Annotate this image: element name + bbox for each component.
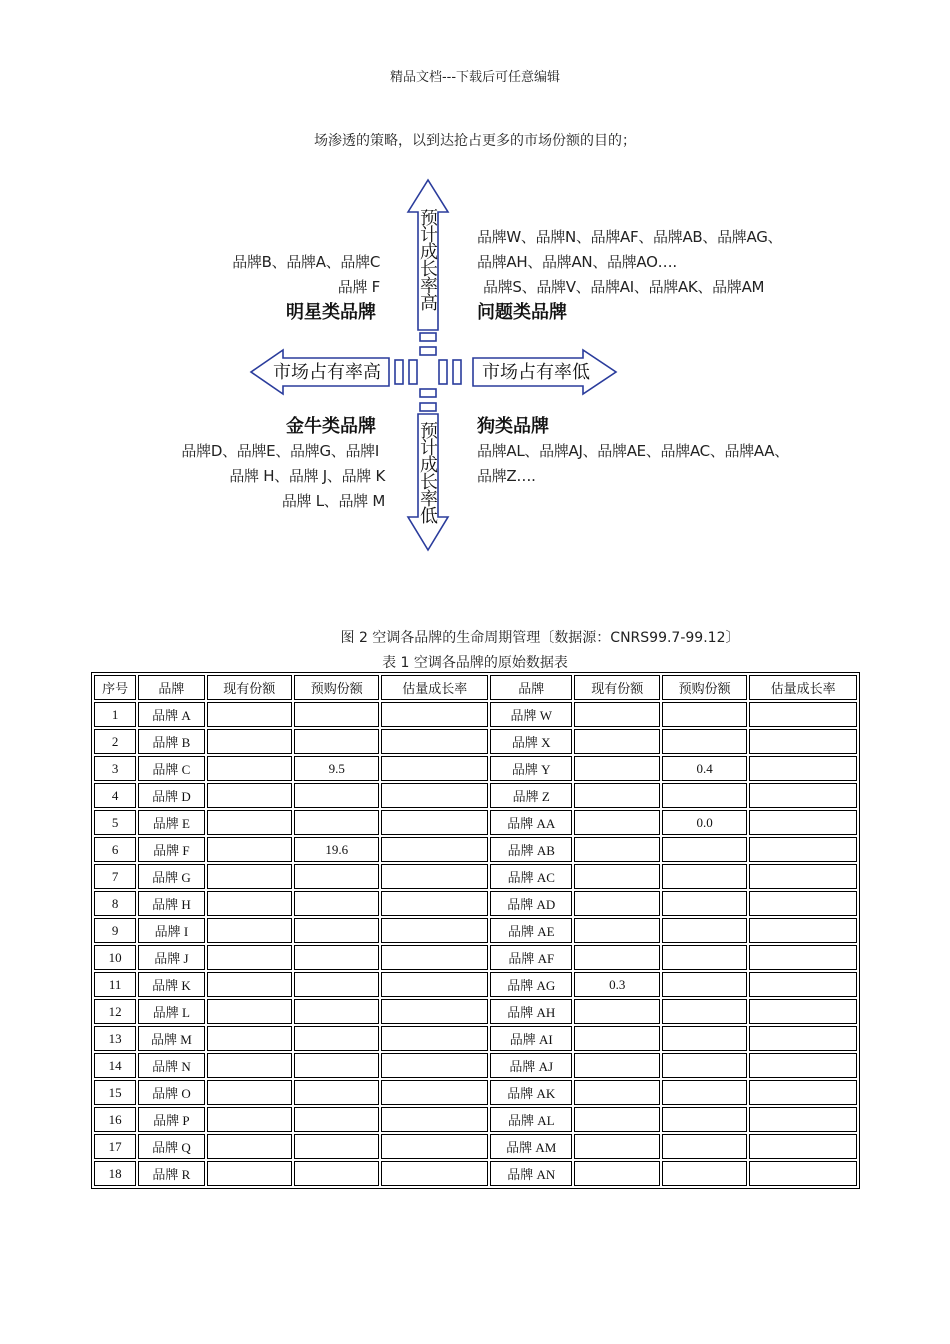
table-cell bbox=[749, 729, 857, 754]
table-cell: 品牌 J bbox=[138, 945, 204, 970]
table-cell: 品牌 Z bbox=[490, 783, 572, 808]
table-cell: 品牌 P bbox=[138, 1107, 204, 1132]
table-cell bbox=[381, 945, 488, 970]
table-cell bbox=[381, 1134, 488, 1159]
table-cell bbox=[381, 1107, 488, 1132]
star-quadrant-title: 明星类品牌 bbox=[286, 302, 376, 323]
table-cell: 品牌 K bbox=[138, 972, 204, 997]
table-cell bbox=[574, 1107, 659, 1132]
table-cell bbox=[381, 810, 488, 835]
table-cell: 16 bbox=[94, 1107, 136, 1132]
col-header: 估量成长率 bbox=[381, 675, 488, 700]
table-cell bbox=[749, 1161, 857, 1186]
table-cell bbox=[662, 918, 747, 943]
table-cell bbox=[574, 945, 659, 970]
table-cell bbox=[207, 783, 292, 808]
table-cell: 品牌 W bbox=[490, 702, 572, 727]
table-row bbox=[94, 702, 857, 727]
table-cell: 15 bbox=[94, 1080, 136, 1105]
table-cell bbox=[294, 1053, 379, 1078]
table-row bbox=[94, 1053, 857, 1078]
table-cell bbox=[207, 1053, 292, 1078]
cow-brands-line-3: 品牌 L、品牌 M bbox=[281, 492, 385, 510]
table-cell bbox=[294, 1134, 379, 1159]
table-cell bbox=[294, 918, 379, 943]
table-cell: 品牌 B bbox=[138, 729, 204, 754]
table-row bbox=[94, 837, 857, 862]
table-cell: 品牌 AN bbox=[490, 1161, 572, 1186]
table-cell bbox=[207, 1161, 292, 1186]
table-cell bbox=[574, 918, 659, 943]
table-row bbox=[94, 783, 857, 808]
table-cell bbox=[207, 972, 292, 997]
table-cell bbox=[294, 972, 379, 997]
table-row bbox=[94, 810, 857, 835]
table-cell bbox=[294, 783, 379, 808]
table-cell: 0.0 bbox=[662, 810, 747, 835]
table-cell bbox=[294, 891, 379, 916]
table-cell bbox=[574, 864, 659, 889]
growth-low-label: 预 计 成 长 率 低 bbox=[420, 421, 438, 527]
table-cell bbox=[207, 1026, 292, 1051]
table-cell bbox=[207, 918, 292, 943]
table-cell bbox=[574, 1161, 659, 1186]
question-quadrant-title: 问题类品牌 bbox=[477, 302, 567, 323]
table-cell: 品牌 AH bbox=[490, 999, 572, 1024]
table-cell bbox=[662, 837, 747, 862]
col-header: 现有份额 bbox=[574, 675, 659, 700]
table-cell: 品牌 I bbox=[138, 918, 204, 943]
col-header: 品牌 bbox=[490, 675, 572, 700]
question-brands-line-2: 品牌AH、品牌AN、品牌AO…. bbox=[477, 253, 677, 271]
table-cell bbox=[574, 1134, 659, 1159]
star-brands-line-1: 品牌B、品牌A、品牌C bbox=[232, 253, 380, 271]
table-cell bbox=[574, 1080, 659, 1105]
table-cell bbox=[381, 729, 488, 754]
table-row bbox=[94, 756, 857, 781]
table-cell bbox=[381, 972, 488, 997]
growth-high-label: 预 计 成 长 率 高 bbox=[420, 208, 438, 314]
table-cell bbox=[294, 1080, 379, 1105]
table-row bbox=[94, 999, 857, 1024]
table-cell: 品牌 X bbox=[490, 729, 572, 754]
dog-quadrant-title: 狗类品牌 bbox=[477, 416, 549, 437]
table-cell: 17 bbox=[94, 1134, 136, 1159]
col-header: 估量成长率 bbox=[749, 675, 857, 700]
page-header: 精品文档---下载后可任意编辑 bbox=[389, 70, 561, 85]
question-brands-line-3: 品牌S、品牌V、品牌AI、品牌AK、品牌AM bbox=[483, 278, 765, 296]
star-brands-line-2: 品牌 F bbox=[337, 278, 380, 296]
table-cell bbox=[749, 1053, 857, 1078]
table-cell: 14 bbox=[94, 1053, 136, 1078]
table-cell bbox=[749, 918, 857, 943]
table-cell bbox=[662, 1107, 747, 1132]
table-cell: 品牌 F bbox=[138, 837, 204, 862]
table-cell: 4 bbox=[94, 783, 136, 808]
table-cell: 12 bbox=[94, 999, 136, 1024]
table-header-row bbox=[94, 675, 857, 700]
table-cell bbox=[207, 864, 292, 889]
table-cell: 品牌 G bbox=[138, 864, 204, 889]
table-cell bbox=[381, 918, 488, 943]
table-cell: 品牌 R bbox=[138, 1161, 204, 1186]
table-cell bbox=[662, 1053, 747, 1078]
table-row bbox=[94, 1134, 857, 1159]
cow-quadrant-title: 金牛类品牌 bbox=[286, 416, 376, 437]
table-cell: 品牌 AJ bbox=[490, 1053, 572, 1078]
table-cell bbox=[574, 891, 659, 916]
bcg-matrix-figure bbox=[143, 172, 838, 572]
cow-brands-line-2: 品牌 H、品牌 J、品牌 K bbox=[229, 467, 385, 485]
table-cell bbox=[381, 864, 488, 889]
table-cell bbox=[207, 891, 292, 916]
table-cell bbox=[207, 702, 292, 727]
table-row bbox=[94, 918, 857, 943]
question-brands-line-1: 品牌W、品牌N、品牌AF、品牌AB、品牌AG、 bbox=[477, 228, 783, 246]
table-cell: 5 bbox=[94, 810, 136, 835]
table-row bbox=[94, 1107, 857, 1132]
table-cell: 品牌 L bbox=[138, 999, 204, 1024]
table-cell: 0.4 bbox=[662, 756, 747, 781]
table-cell bbox=[207, 1080, 292, 1105]
table-row bbox=[94, 945, 857, 970]
table-cell bbox=[294, 864, 379, 889]
table-cell bbox=[381, 891, 488, 916]
table-cell bbox=[574, 810, 659, 835]
table-cell bbox=[207, 999, 292, 1024]
table-cell bbox=[749, 1080, 857, 1105]
table-cell bbox=[381, 1026, 488, 1051]
table-cell bbox=[662, 783, 747, 808]
table-cell bbox=[294, 702, 379, 727]
table-cell: 8 bbox=[94, 891, 136, 916]
table-cell bbox=[662, 1161, 747, 1186]
share-high-label: 市场占有率高 bbox=[273, 362, 381, 383]
table-cell bbox=[749, 999, 857, 1024]
table-cell bbox=[381, 999, 488, 1024]
dog-brands-line-2: 品牌Z…. bbox=[477, 467, 536, 485]
table-cell bbox=[294, 1161, 379, 1186]
table-cell: 品牌 H bbox=[138, 891, 204, 916]
table-cell bbox=[207, 1107, 292, 1132]
table-cell bbox=[749, 1134, 857, 1159]
table-cell: 3 bbox=[94, 756, 136, 781]
table-cell: 品牌 O bbox=[138, 1080, 204, 1105]
table-cell bbox=[381, 783, 488, 808]
col-header: 预购份额 bbox=[294, 675, 379, 700]
table-cell bbox=[749, 972, 857, 997]
table-cell: 19.6 bbox=[294, 837, 379, 862]
table-cell bbox=[749, 783, 857, 808]
table-row bbox=[94, 729, 857, 754]
table-cell bbox=[207, 810, 292, 835]
table-cell: 品牌 M bbox=[138, 1026, 204, 1051]
table-cell: 2 bbox=[94, 729, 136, 754]
table-cell bbox=[749, 837, 857, 862]
table-row bbox=[94, 864, 857, 889]
table-cell bbox=[574, 1053, 659, 1078]
table-cell bbox=[381, 1053, 488, 1078]
table-cell: 7 bbox=[94, 864, 136, 889]
table-cell bbox=[662, 1134, 747, 1159]
table-cell bbox=[294, 810, 379, 835]
table-cell: 品牌 Y bbox=[490, 756, 572, 781]
table-cell: 10 bbox=[94, 945, 136, 970]
table-cell: 11 bbox=[94, 972, 136, 997]
table-cell bbox=[662, 891, 747, 916]
table-cell: 1 bbox=[94, 702, 136, 727]
table-cell bbox=[381, 837, 488, 862]
table-cell bbox=[294, 729, 379, 754]
table-body bbox=[94, 702, 857, 1186]
table-cell bbox=[574, 1026, 659, 1051]
dog-brands-line-1: 品牌AL、品牌AJ、品牌AE、品牌AC、品牌AA、 bbox=[477, 442, 789, 460]
table-cell bbox=[749, 891, 857, 916]
table-cell: 品牌 AF bbox=[490, 945, 572, 970]
table-cell bbox=[574, 756, 659, 781]
table-cell: 品牌 AA bbox=[490, 810, 572, 835]
share-low-label: 市场占有率低 bbox=[482, 362, 590, 383]
table-cell bbox=[381, 1161, 488, 1186]
table-cell: 品牌 AG bbox=[490, 972, 572, 997]
table-cell: 品牌 AM bbox=[490, 1134, 572, 1159]
table-cell bbox=[749, 810, 857, 835]
table-cell: 品牌 N bbox=[138, 1053, 204, 1078]
table-cell bbox=[574, 729, 659, 754]
table-cell bbox=[207, 945, 292, 970]
table-cell: 18 bbox=[94, 1161, 136, 1186]
table-cell: 品牌 AC bbox=[490, 864, 572, 889]
table-caption: 表 1 空调各品牌的原始数据表 bbox=[382, 655, 568, 671]
table-cell: 品牌 AI bbox=[490, 1026, 572, 1051]
col-header: 品牌 bbox=[138, 675, 204, 700]
table-cell: 品牌 D bbox=[138, 783, 204, 808]
table-cell: 品牌 AL bbox=[490, 1107, 572, 1132]
table-cell bbox=[294, 1107, 379, 1132]
table-cell bbox=[294, 945, 379, 970]
table-cell: 13 bbox=[94, 1026, 136, 1051]
table-cell bbox=[749, 945, 857, 970]
table-cell bbox=[662, 702, 747, 727]
table-cell bbox=[574, 783, 659, 808]
col-header: 序号 bbox=[94, 675, 136, 700]
table-cell bbox=[207, 729, 292, 754]
table-cell: 品牌 Q bbox=[138, 1134, 204, 1159]
table-cell: 品牌 C bbox=[138, 756, 204, 781]
table-cell bbox=[662, 999, 747, 1024]
table-row bbox=[94, 1080, 857, 1105]
table-cell bbox=[207, 837, 292, 862]
table-cell: 品牌 AD bbox=[490, 891, 572, 916]
table-cell bbox=[574, 999, 659, 1024]
table-cell: 9.5 bbox=[294, 756, 379, 781]
table-row bbox=[94, 891, 857, 916]
table-cell bbox=[207, 1134, 292, 1159]
table-cell: 品牌 AB bbox=[490, 837, 572, 862]
table-cell: 6 bbox=[94, 837, 136, 862]
table-cell bbox=[207, 756, 292, 781]
intro-text: 场渗透的策略，以到达抢占更多的市场份额的目的； bbox=[314, 133, 636, 149]
table-cell: 9 bbox=[94, 918, 136, 943]
table-cell: 品牌 AE bbox=[490, 918, 572, 943]
table-cell bbox=[381, 702, 488, 727]
table-cell bbox=[662, 1080, 747, 1105]
col-header: 现有份额 bbox=[207, 675, 292, 700]
table-cell bbox=[662, 729, 747, 754]
table-cell: 品牌 AK bbox=[490, 1080, 572, 1105]
table-cell bbox=[574, 702, 659, 727]
table-cell bbox=[294, 1026, 379, 1051]
col-header: 预购份额 bbox=[662, 675, 747, 700]
table-cell bbox=[381, 1080, 488, 1105]
table-cell bbox=[662, 1026, 747, 1051]
cow-brands-line-1: 品牌D、品牌E、品牌G、品牌I bbox=[181, 442, 379, 460]
table-cell bbox=[662, 972, 747, 997]
table-cell bbox=[574, 837, 659, 862]
table-cell bbox=[749, 756, 857, 781]
table-cell bbox=[749, 702, 857, 727]
table-cell bbox=[749, 864, 857, 889]
table-cell bbox=[749, 1026, 857, 1051]
table-cell bbox=[381, 756, 488, 781]
figure-caption: 图 2 空调各品牌的生命周期管理〔数据源：CNRS99.7-99.12〕 bbox=[340, 630, 740, 646]
table-cell bbox=[662, 945, 747, 970]
table-row bbox=[94, 1026, 857, 1051]
table-cell: 品牌 A bbox=[138, 702, 204, 727]
table-cell bbox=[294, 999, 379, 1024]
table-cell bbox=[662, 864, 747, 889]
table-row bbox=[94, 972, 857, 997]
table-row bbox=[94, 1161, 857, 1186]
brand-data-table bbox=[91, 672, 860, 1189]
table-cell: 品牌 E bbox=[138, 810, 204, 835]
table-cell bbox=[749, 1107, 857, 1132]
table-cell: 0.3 bbox=[574, 972, 659, 997]
